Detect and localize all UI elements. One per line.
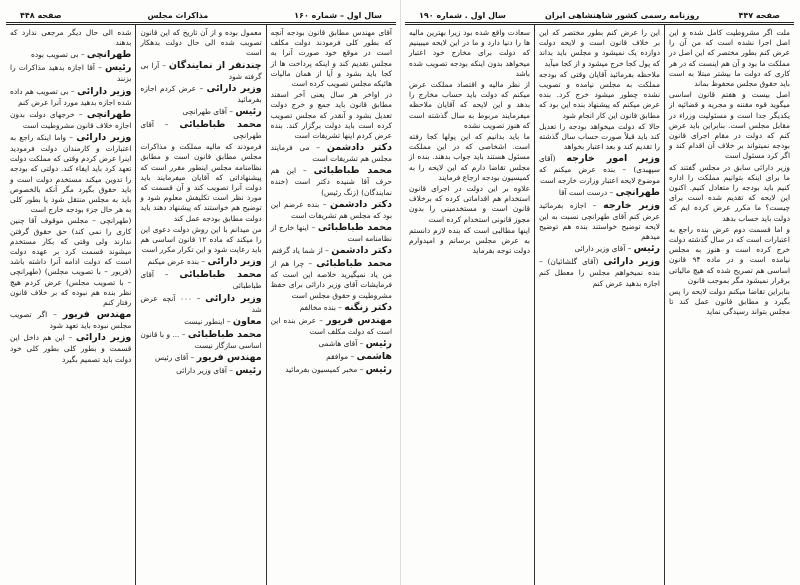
paragraph-text: – خرجهای دولت بدون اجازه خلاف قانون مشروطیت است bbox=[10, 109, 132, 130]
speaker-name: محمد طباطبائی bbox=[317, 222, 393, 234]
speaker-paragraph bbox=[271, 315, 392, 337]
paragraph-text: – اینطور نیست bbox=[184, 316, 231, 326]
paragraph-text: – اگر تصویب مجلس نبوده باید تعهد شود bbox=[10, 310, 132, 331]
speaker-name: رئیس bbox=[105, 62, 132, 74]
paragraph-text: – عرض کردم اجازه بفرمائید bbox=[140, 83, 262, 104]
paragraph-text: (آقای گلشائیان) – بنده نمیخواهم مجلس را معطل کنم اجازه بدهید عرض کنم bbox=[539, 257, 660, 288]
paragraph-text: – بنده عرض میکنم bbox=[147, 257, 206, 267]
paragraph-text: – درست است آقا bbox=[558, 187, 614, 197]
paragraph bbox=[140, 142, 261, 224]
paragraph-text: اینها مطالبی است که بنده لازم دانستم به عرض مجلس برسانم و امیدوارم دولت توجه بفرماید bbox=[409, 225, 530, 256]
speaker-name: رئیس bbox=[365, 338, 392, 350]
speaker-paragraph bbox=[140, 119, 261, 141]
paragraph-text: – آقای طهرانچی bbox=[140, 120, 262, 141]
paragraph-text: در اواخر هر سال یعنی آخر اسفند مطابق قانون باید جمع و خرج دولت تعدیل بشود و آنقدر که مجلس تصویب کرده است باید دولت برگزار کند. بنده عرض کردم اینها تشریفات است bbox=[270, 90, 392, 141]
speaker-name: دکتر دادشمن bbox=[330, 198, 393, 210]
speaker-paragraph bbox=[271, 165, 392, 197]
speaker-paragraph bbox=[271, 142, 392, 164]
speaker-name: محمد طباطبائی bbox=[179, 119, 262, 131]
paragraph bbox=[409, 80, 530, 131]
speaker-name: دکتر زنگنه bbox=[344, 301, 392, 313]
paragraph bbox=[669, 225, 790, 286]
paragraph-text: ملاحظه بفرمائید آقایان وقتی که بودجه مملکت به مجلس نیامده و تصویب نشده چطور میشود خرج کرد. بنده عرض میکنم که پیشنهاد بنده این بود که مطابق قانون این کار انجام شود bbox=[539, 69, 660, 120]
speaker-name: وزیر دارائی bbox=[76, 132, 132, 144]
paragraph bbox=[669, 28, 790, 89]
newspaper-title: روزنامه رسمی کشور شاهنشاهی ایران bbox=[545, 11, 700, 20]
speaker-paragraph bbox=[140, 269, 261, 291]
issue-number: سال اول – شماره ۱۶۰ bbox=[294, 11, 382, 20]
speaker-paragraph bbox=[271, 351, 392, 363]
speaker-name: وزیر دارائی bbox=[75, 332, 132, 344]
speaker-paragraph bbox=[140, 60, 261, 82]
speaker-name: رئیس bbox=[235, 106, 262, 118]
speaker-name: محمد طباطبائی bbox=[187, 328, 262, 340]
paragraph-text: و اما قسمت دوم عرض بنده راجع به اعتبارات است که در سال گذشته دولت خرج کرده است و هنوز به مجلس نیامده است و در ماده ۹۴ قانون اساسی هم تصریح شده که هیچ مالیاتی برقرار نمیشود مگر بموجب قانون bbox=[669, 224, 791, 285]
paragraph bbox=[409, 132, 530, 183]
paragraph-text: سعادت واقع شده بود زیرا بهترین مالیه ها را دنیا دارد و ما در این لایحه میبینیم که دولت برای مخارج خود اعتبار میخواهد بدون اینکه بودجه تصویب شده باشد bbox=[409, 28, 530, 78]
paragraph-text: – بنده مخالفم bbox=[299, 302, 342, 312]
speaker-paragraph bbox=[271, 302, 392, 314]
speaker-paragraph bbox=[271, 245, 392, 257]
paragraph-text: – ۰۰۰ آنچه عرض شد bbox=[140, 293, 262, 314]
paragraph bbox=[539, 70, 660, 121]
speaker-paragraph bbox=[140, 365, 261, 377]
paragraph bbox=[669, 287, 790, 318]
paragraph-text: علاوه بر این دولت در اجرای قانون استخدام هم اقداماتی کرده که برخلاف قانون است و مستخدمینی را بدون مجوز قانونی استخدام کرده است bbox=[409, 184, 530, 224]
paragraph-text: – این هم داخل این قسمت و بطور کلی بطور کلی خود دولت باید تصمیم بگیرد bbox=[10, 333, 132, 364]
speaker-name: وزیر دارائی bbox=[77, 85, 132, 97]
paragraph-text: ملت اگر مشروطیت کامل شده و این اصل اجرا نشده است که من آن را عرض کنم بطور مختصر که این اصل در مملکت ما بود و آن هم اینست که در هر کاری که دولت ما بیشتر مبتلا به است باید حقوق مجلس محفوظ بماند bbox=[669, 28, 790, 89]
speaker-name: دکتر دادشمن bbox=[326, 142, 392, 154]
speaker-name: طهرانچی bbox=[86, 49, 132, 61]
paragraph-text: فرمودند که مالیه مملکت و مذاکرات مجلس مطابق قانون است و مطابق نظامنامه مجلس اینطور مقرر است که پیشنهاداتی که آقایان میفرمایند باید دولت آنرا تصویب کند و آن قسمت که مورد نظر است تکلیفش معلوم شود و توضیح هم خواستند که پیشنهاد دهند باید دولت مطابق بودجه عمل کند bbox=[140, 142, 262, 223]
speaker-paragraph bbox=[10, 332, 131, 364]
paragraph-text: – چرا هم از من یاد نمیگیرید خلاصه این است که فرمایشات آقای وزیر دارائی برای حفظ مشروطیت و حقوق مجلس است bbox=[270, 259, 392, 300]
paragraph-text: – بی تصویب بوده bbox=[30, 50, 85, 60]
speaker-paragraph bbox=[10, 309, 131, 331]
page-number: صفحه ۴۴۷ bbox=[738, 11, 780, 20]
text-column bbox=[267, 25, 396, 585]
speaker-name: وزیر دارائی bbox=[205, 292, 262, 304]
speaker-paragraph bbox=[271, 199, 392, 221]
speaker-name: محمد طباطبائی bbox=[179, 269, 262, 281]
paragraph-text: – آرا بی گرفته شود bbox=[140, 60, 262, 81]
speaker-name: طهرانچی bbox=[615, 186, 660, 198]
paragraph-text: – از شما یاد گرفتم bbox=[271, 246, 329, 256]
paragraph bbox=[409, 226, 530, 257]
speaker-name: رئیس bbox=[365, 364, 392, 376]
speaker-name: رئیس bbox=[235, 365, 262, 377]
speaker-name: هاشمی bbox=[356, 351, 392, 363]
paragraph bbox=[140, 225, 261, 256]
speaker-name: وزیر امور خارجه bbox=[566, 153, 660, 165]
speaker-paragraph bbox=[140, 256, 261, 268]
paragraph-text: معمول بوده و از آن تاریخ که این قانون تصویب شده الی حال دولت بدهکار است bbox=[140, 28, 262, 58]
paragraph-text: وزیر دارائی سابق در مجلس گفتند که ما برای اینکه بتوانیم مملکت را اداره کنیم باید بودجه را متعادل کنیم. اکنون این لایحه که تقدیم شده است برای چیست؟ ما مکرر عرض کرده ایم که دولت باید حساب بدهد bbox=[669, 162, 790, 223]
speaker-name: وزیر دارائی bbox=[206, 82, 262, 94]
speaker-paragraph bbox=[539, 153, 660, 185]
speaker-name: چندنفر از نمایندگان bbox=[168, 59, 262, 71]
paragraph-text: شده الی حال دیگر مرجعی ندارد که بدهند bbox=[10, 28, 132, 48]
paragraph-text: از نظر مالیه و اقتصاد مملکت عرض میکنم که دولت باید حساب مخارج را بدهد و این لایحه که آقایان ملاحظه میفرمایند مربوط به سال گذشته است که هنوز تصویب نشده bbox=[409, 80, 530, 130]
speaker-name: وزیر دارائی bbox=[603, 256, 660, 268]
paragraph-text: – این هم حرف آقا شنیده دکتر است (خنده نمایندگان) (زنگ رئیس) bbox=[270, 166, 392, 197]
speaker-name: مهندس فریور bbox=[196, 352, 262, 364]
speaker-name: مهندس فریور bbox=[62, 309, 132, 321]
paragraph bbox=[271, 28, 392, 89]
paragraph-text: اصل بیست و هفتم قانون اساسی میگوید قوه مقننه و مجریه و قضائیه از یکدیگر جدا است و مسئولیت وزراء در مقابل مجلس است. بنابراین باید عرض کنم که دولت در مقام اجرای قانون بودجه نمیتواند بر خلاف آن اقدام کند و اگر کرد مسئول است bbox=[669, 90, 790, 161]
paragraph-text: – ... و با قانون اساسی سازگار نیست bbox=[140, 329, 262, 350]
left-page-header bbox=[6, 0, 396, 25]
speaker-name: مهندس فریور bbox=[326, 314, 392, 326]
paragraph bbox=[669, 90, 790, 161]
speaker-paragraph bbox=[271, 364, 392, 376]
speaker-paragraph bbox=[140, 106, 261, 118]
right-page bbox=[400, 0, 800, 585]
issue-number: سال اول . شماره ۱۹۰ bbox=[419, 11, 506, 20]
paragraph-text: – آقا اجازه بدهید مذاکرات را بزنند bbox=[10, 63, 132, 84]
paragraph-text: – آقای طباطبائی bbox=[140, 270, 262, 291]
text-column bbox=[535, 25, 665, 585]
paragraph-text: (آقای سپهبدی) – بنده عرض میکنم که موضوع لایحه اعتبار وزارت خارجه است bbox=[539, 154, 660, 185]
paragraph-text: این را عرض کنم بطور مختصر که این بر خلاف قانون است و لایحه دولت دوازده یک نمیشود و مجلس باید بداند که پول کجا خرج میشود و از کجا میآید bbox=[539, 28, 660, 68]
speaker-name: طهرانچی bbox=[86, 108, 132, 120]
page-number: صفحه ۴۴۸ bbox=[20, 11, 62, 20]
paragraph-text: – بی تصویب هم داده شده اجازه بدهید مورد آنرا عرض کنم bbox=[10, 86, 132, 107]
text-column bbox=[405, 25, 535, 585]
paragraph-text: – واما اینکه راجع به اعتبارات و کارمندان دولت فرمودید اینرا عرض کردم وقتی که مملکت دولت تعهد کرد باید ایفاء کند. دولتی که بودجه را تدوین میکند مستخدم دولت است و باید حقوق بگیرد مگر آنکه بالخصوص باید به مجلس منتقل شود یا بطور کلی به هر حال جزء بودجه خارج است bbox=[10, 133, 132, 215]
speaker-paragraph bbox=[140, 329, 261, 351]
paragraph-text: – آقای طهرانچی bbox=[182, 107, 233, 117]
speaker-paragraph bbox=[10, 62, 131, 84]
speaker-paragraph bbox=[539, 187, 660, 199]
speaker-name: رئیس bbox=[633, 243, 660, 255]
speaker-paragraph bbox=[140, 316, 261, 328]
speaker-name: معاون bbox=[232, 315, 262, 327]
speaker-paragraph bbox=[140, 352, 261, 364]
speaker-paragraph bbox=[140, 83, 261, 105]
right-page-columns bbox=[405, 25, 794, 585]
speaker-paragraph bbox=[539, 243, 660, 255]
text-column bbox=[665, 25, 794, 585]
paragraph bbox=[409, 28, 530, 79]
paragraph bbox=[669, 163, 790, 224]
paragraph-text: – می فرمایند مجلس هم تشریفات است bbox=[270, 143, 392, 164]
speaker-paragraph bbox=[10, 132, 131, 215]
paragraph-text: حالا که دولت میخواهد بودجه را تعدیل کند باید قبلاً صورت حساب سال گذشته را تقدیم کند و بعد اعتبار بخواهد bbox=[539, 121, 660, 152]
paragraph-text: – آقای هاشمی bbox=[318, 339, 364, 349]
paragraph bbox=[10, 28, 131, 48]
speaker-name: وزیر دارائی bbox=[207, 256, 262, 268]
paragraph bbox=[10, 216, 131, 308]
right-page-header bbox=[405, 0, 794, 25]
speaker-name: دکتر دادشمن bbox=[331, 245, 392, 257]
paragraph bbox=[409, 184, 530, 225]
paragraph-text: – آقای رئیس bbox=[154, 353, 195, 363]
text-column bbox=[136, 25, 266, 585]
text-column bbox=[6, 25, 136, 585]
paragraph bbox=[271, 90, 392, 141]
speaker-paragraph bbox=[10, 109, 131, 131]
speaker-paragraph bbox=[140, 293, 261, 315]
paragraph-text: – اجازه بفرمائید عرض کنم آقای طهرانچی نسبت به این لایحه توضیح خواستند بنده هم توضیح میدهم bbox=[539, 200, 660, 242]
speaker-paragraph bbox=[271, 338, 392, 350]
paragraph-text: – بنده عرضم این بود که مجلس هم تشریفات است bbox=[270, 199, 392, 220]
speaker-paragraph bbox=[271, 258, 392, 301]
speaker-paragraph bbox=[10, 86, 131, 108]
paragraph-text: – آقای وزیر دارائی bbox=[574, 244, 632, 254]
paragraph-text: – آقای وزیر دارائی bbox=[176, 366, 233, 376]
paragraph-text: آقای مهندس مطابق قانون بودجه آنچه که بطور کلی فرمودند دولت مکلف است در موقع خود صورت آنرا به مجلس تقدیم کند و اینکه پرداخت ها از کجا باید بشود و آیا از همان مالیات هائیکه مجلس تصویب کرده است bbox=[270, 28, 392, 89]
speaker-paragraph bbox=[10, 49, 131, 61]
speaker-paragraph bbox=[271, 222, 392, 244]
speaker-name: محمد طباطبائی bbox=[316, 258, 392, 270]
paragraph bbox=[539, 28, 660, 69]
paragraph-text: – موافقم bbox=[326, 352, 355, 362]
section-title: مذاکرات مجلس bbox=[147, 11, 209, 20]
paragraph-text: – عرض بنده این است که دولت مکلف است bbox=[270, 315, 392, 336]
paragraph-text: – مخبر کمیسیون بفرمائید bbox=[285, 365, 364, 375]
paragraph-text: من میدانم با این روش دولت دعوی این را میکند که ماده ۱۲ قانون اساسی هم باید رعایت شود و این تکرار مکرر است bbox=[140, 224, 262, 255]
paragraph bbox=[539, 122, 660, 153]
paragraph-text: بنابراین تقاضا میکنم دولت لایحه را پس بگیرد و مطابق قانون عمل کند تا مجلس بتواند رسیدگی نماید bbox=[669, 287, 790, 317]
paragraph bbox=[140, 28, 261, 59]
speaker-name: محمد طباطبائی bbox=[313, 165, 392, 177]
speaker-name: وزیر خارجه bbox=[603, 199, 660, 211]
speaker-paragraph bbox=[539, 256, 660, 288]
left-page-columns bbox=[6, 25, 396, 585]
speaker-paragraph bbox=[539, 200, 660, 243]
paragraph-text: (طهرانچی – مجلس موقوف آقا چنین کاری را نمی کند) حق حقوق گرفتن ندارند ولی وقتی که بکار مستخدم میشوند قسمت کرد بر عهده دولت است که دولت ادامه آنرا داشته باشد (فریور – با تصویب مجلس) (طهرانچی – با تصویب مجلس) عرض کردم هیچ نظر بنده هم نبوده که بر خلاف قانون رفتار کنم bbox=[10, 216, 132, 308]
paragraph-text: – اینها خارج از نظامنامه است bbox=[270, 223, 392, 244]
paragraph-text: ما باید بدانیم که این پولها کجا رفته است. اشخاصی که در این مملکت مسئول هستند باید جواب بدهند. بنده از مجلس تقاضا دارم که این لایحه را به کمیسیون بودجه ارجاع فرمایند bbox=[409, 132, 530, 182]
